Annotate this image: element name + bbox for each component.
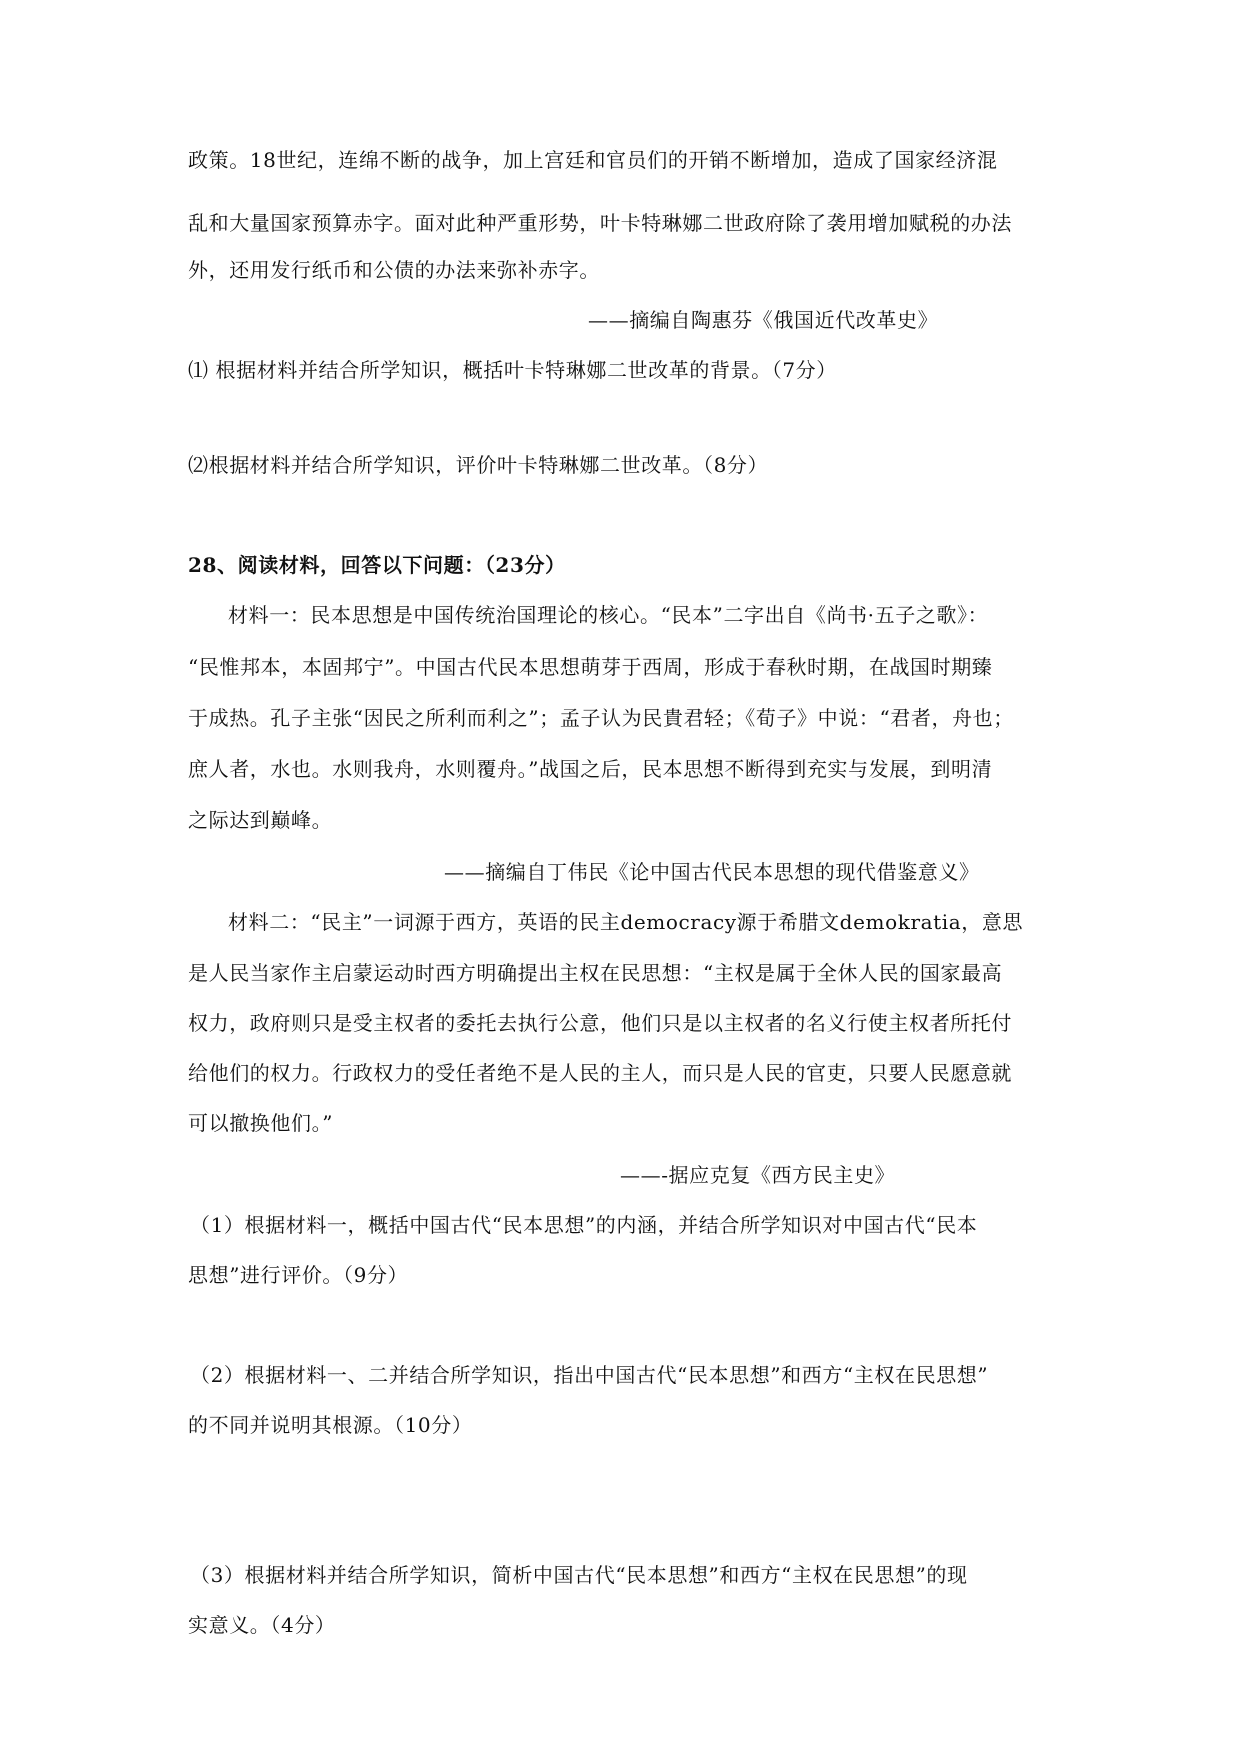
material-text-line: 是人民当家作主启蒙运动时西方明确提出主权在民思想：“主权是属于全休人民的国家最高 [188, 961, 1003, 985]
question-part-3-cont: 实意义。（4分） [188, 1613, 336, 1637]
material-text-line: 权力，政府则只是受主权者的委托去执行公意，他们只是以主权者的名义行使主权者所托付 [188, 1011, 1012, 1035]
material-text-line: 政策。18世纪，连绵不断的战争，加上宫廷和官员们的开销不断增加，造成了国家经济混 [188, 148, 998, 172]
material-text-line: 给他们的权力。行政权力的受任者绝不是人民的主人，而只是人民的官吏，只要人民愿意就 [188, 1061, 1012, 1085]
question-part-2-cont: 的不同并说明其根源。（10分） [188, 1413, 473, 1437]
material-text-line: 可以撤换他们。” [188, 1111, 334, 1135]
material-source: ——-据应克复《西方民主史》 [620, 1163, 896, 1187]
question-part-1-cont: 思想”进行评价。（9分） [188, 1263, 409, 1287]
material-text-line: 材料二：“民主”一词源于西方，英语的民主democracy源于希腊文demokratia，意思 [228, 910, 1024, 934]
material-text-line: 之际达到巅峰。 [188, 808, 333, 832]
question-heading: 28、阅读材料，回答以下问题：（23分） [188, 553, 566, 577]
question-part-1: ⑴ 根据材料并结合所学知识，概括叶卡特琳娜二世改革的背景。（7分） [188, 358, 837, 382]
material-text-line: 外，还用发行纸币和公债的办法来弥补赤字。 [188, 258, 600, 282]
question-part-1: （1）根据材料一，概括中国古代“民本思想”的内涵，并结合所学知识对中国古代“民本 [190, 1213, 978, 1237]
material-text-line: 于成热。孔子主张“因民之所利而利之”；孟子认为民貴君轻；《荀子》中说：“君者，舟也； [188, 706, 1014, 730]
question-part-3: （3）根据材料并结合所学知识，简析中国古代“民本思想”和西方“主权在民思想”的现 [190, 1563, 968, 1587]
material-text-line: 乱和大量国家预算赤字。面对此种严重形势，叶卡特琳娜二世政府除了袭用增加赋税的办法 [188, 211, 1012, 235]
question-part-2: ⑵根据材料并结合所学知识，评价叶卡特琳娜二世改革。（8分） [188, 453, 769, 477]
question-part-2: （2）根据材料一、二并结合所学知识，指出中国古代“民本思想”和西方“主权在民思想” [190, 1363, 989, 1387]
material-text-line: 材料一：民本思想是中国传统治国理论的核心。“民本”二字出自《尚书·五子之歌》： [228, 603, 989, 627]
material-text-line: 庶人者，水也。水则我舟，水则覆舟。”战国之后，民本思想不断得到充实与发展，到明清 [188, 757, 993, 781]
material-text-line: “民惟邦本，本固邦宁”。中国古代民本思想萌芽于西周，形成于春秋时期，在战国时期臻 [188, 655, 993, 679]
material-source: ——摘编自陶惠芬《俄国近代改革史》 [588, 308, 939, 332]
material-source: ——摘编自丁伟民《论中国古代民本思想的现代借鉴意义》 [444, 860, 980, 884]
